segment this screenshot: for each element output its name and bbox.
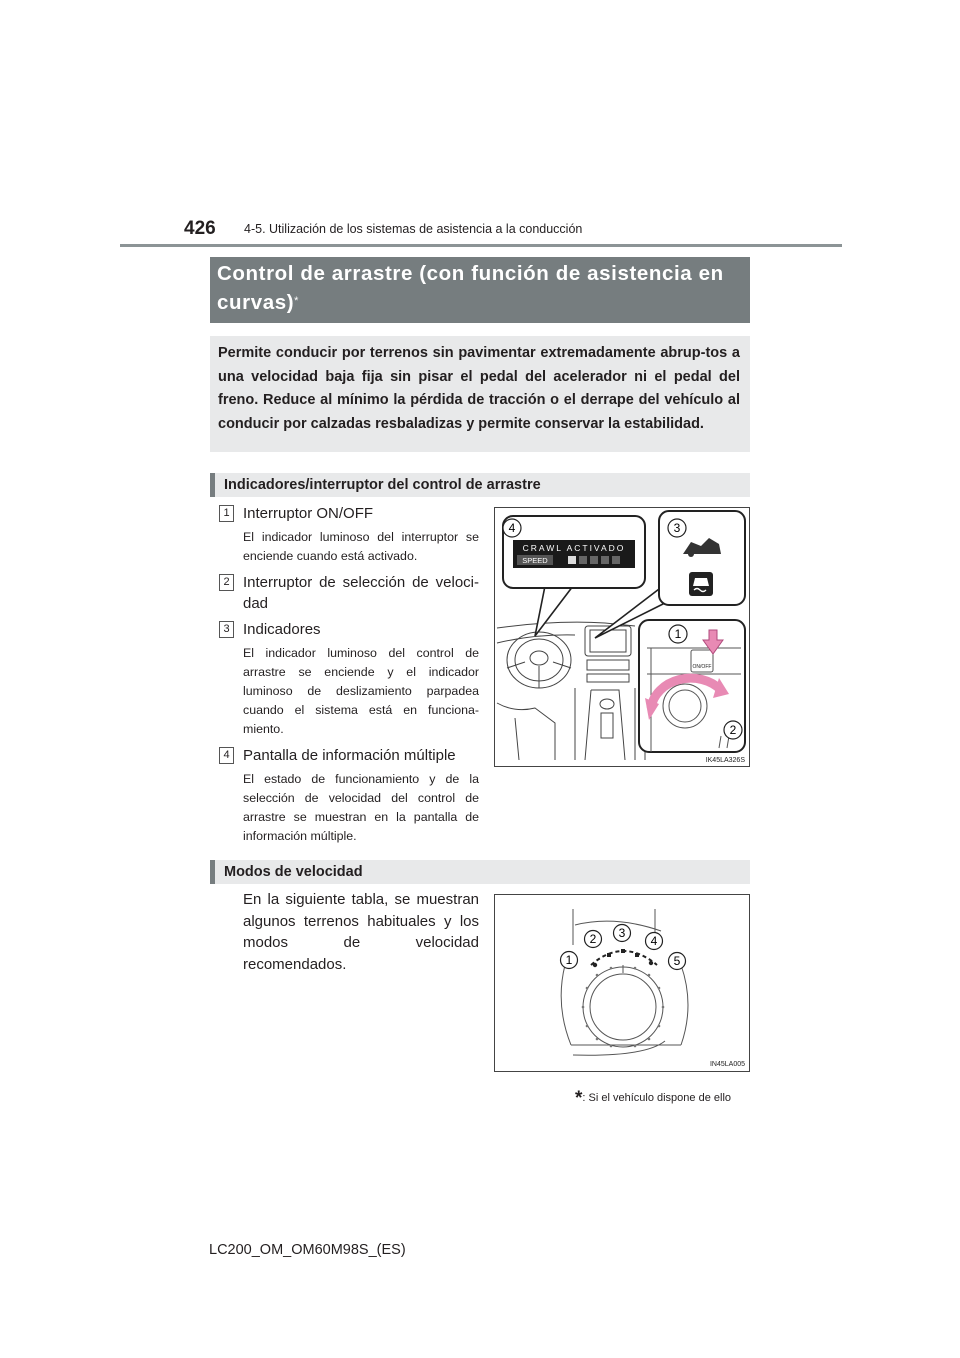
slip-indicator-icon: [689, 572, 713, 596]
item-title-3: Indicadores: [243, 621, 321, 638]
item-title-4: Pantalla de información múltiple: [243, 747, 456, 764]
callout-2: 2: [729, 723, 737, 737]
figure-crawl-control-cockpit: [494, 507, 750, 767]
heading-accent: [210, 860, 215, 884]
footnote: [575, 1088, 731, 1110]
item-number-3: 3: [219, 621, 234, 638]
intro-text: Permite conducir por terrenos sin pavimentar extremadamente abrup-tos a una velocidad baja fija sin pisar el pedal del acelerador ni el pedal del freno. Reduce al mínimo la pérdida de tracción o el derrape del vehículo al conducir por calzadas resbaladizas y permite conservar la estabilidad.: [218, 345, 740, 432]
item-number-4: 4: [219, 747, 234, 764]
mode-callout-2: 2: [589, 932, 597, 946]
section-header: 4-5. Utilización de los sistemas de asistencia a la conducción: [244, 222, 583, 236]
figure1-code: IK45LA326S: [705, 757, 745, 764]
section-heading-text: Modos de velocidad: [224, 864, 363, 880]
footnote-text: : Si el vehículo dispone de ello: [582, 1092, 732, 1104]
speed-dial-illustration: [495, 895, 749, 1071]
mid-speed-label: SPEED: [522, 556, 548, 565]
figure2-callout-numbers: [561, 925, 686, 970]
section-heading-speed-modes: [210, 860, 750, 884]
mode-callout-5: 5: [673, 954, 681, 968]
figure-speed-selector-dial: [494, 894, 750, 1072]
item-title-2: Interruptor de selección de veloci-dad: [243, 574, 479, 612]
mode-callout-1: 1: [565, 953, 573, 967]
mode-callout-3: 3: [618, 926, 626, 940]
section-heading-text: Indicadores/interruptor del control de arrastre: [224, 477, 541, 493]
callout-3: 3: [673, 521, 681, 535]
heading-accent: [210, 473, 215, 497]
speed-segments: [568, 556, 620, 564]
callout-1: 1: [674, 627, 682, 641]
section-heading-indicators: [210, 473, 750, 497]
footer-model-code: LC200_OM_OM60M98S_(ES): [209, 1242, 406, 1258]
mid-display-text: CRAWL ACTIVADO: [522, 543, 626, 553]
dashboard-sketch: [497, 622, 660, 760]
item-desc-3: El indicador luminoso del control de arrastre se enciende y el indicador luminoso de deslizamiento parpadea cuando el sistema está en funciona-miento.: [243, 646, 479, 736]
cockpit-illustration: [495, 508, 749, 766]
figure2-code: IN45LA005: [709, 1061, 745, 1068]
on-off-switch-label: ON/OFF: [692, 664, 712, 670]
item-number-1: 1: [219, 505, 234, 522]
item-title-1: Interruptor ON/OFF: [243, 505, 374, 522]
page-title: [217, 259, 747, 317]
item-number-2: 2: [219, 574, 234, 591]
speed-modes-text: En la siguiente tabla, se muestran algunos terrenos habituales y los modos de velocidad recomendados.: [243, 891, 479, 973]
page-number: 426: [184, 218, 216, 239]
mode-callout-4: 4: [650, 934, 658, 948]
title-footnote-marker: *: [294, 295, 300, 307]
callout-4: 4: [508, 521, 516, 535]
item-desc-4: El estado de funcionamiento y de la selección de velocidad del control de arrastre se muestran en la pantalla de información múltiple.: [243, 772, 479, 843]
speed-arc: [591, 951, 657, 965]
item-desc-1: El indicador luminoso del interruptor se enciende cuando está activado.: [243, 530, 479, 563]
footnote-star: *: [575, 1088, 583, 1109]
header-divider: [120, 244, 842, 247]
page-title-text: Control de arrastre (con función de asistencia en curvas): [217, 262, 724, 314]
